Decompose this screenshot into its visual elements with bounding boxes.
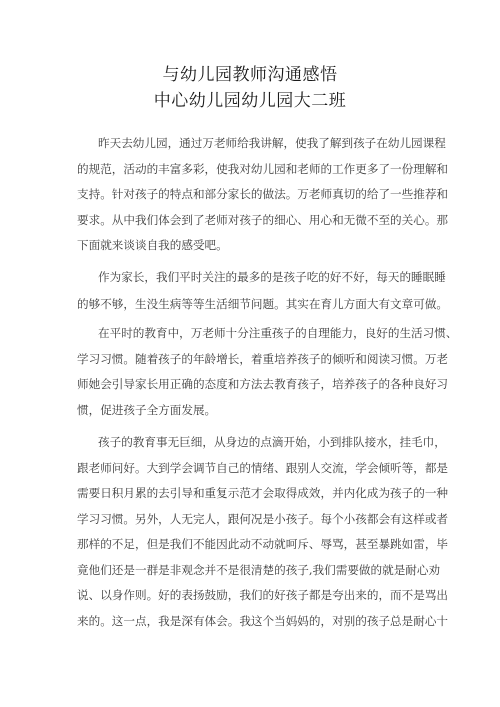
paragraph-line: 的够不够，生没生病等等生活细节问题。其实在育儿方面大有文章可做。: [77, 297, 449, 311]
paragraph-line: 学习习惯。另外，人无完人，跟何况是小孩子。每个小孩都会有这样或者: [77, 512, 449, 526]
paragraph-line: 竟他们还是一群是非观念并不是很清楚的孩子,我们需要做的就是耐心劝: [77, 563, 441, 577]
paragraph-line: 跟老师问好。大到学会调节自己的情绪、跟别人交流，学会倾听等，都是: [77, 461, 449, 475]
paragraph-line: 昨天去幼儿园，通过万老师给我讲解，使我了解到孩子在幼儿园课程: [98, 136, 446, 150]
paragraph-line: 孩子的教育事无巨细，从身边的点滴开始，小到排队接水，挂毛巾，: [98, 435, 446, 449]
paragraph-line: 下面就来谈谈自我的感受吧。: [77, 238, 228, 252]
paragraph-line: 的规范，活动的丰富多彩，使我对幼儿园和老师的工作更多了一份理解和: [77, 162, 449, 176]
paragraph-line: 支持。针对孩子的特点和部分家长的做法。万老师真切的给了一些推荐和: [77, 187, 449, 201]
document-title: 与幼儿园教师沟通感悟: [162, 65, 338, 85]
paragraph-line: 来的。这一点，我是深有体会。我这个当妈妈的，对别的孩子总是耐心十: [77, 614, 449, 628]
paragraph-line: 师她会引导家长用正确的态度和方法去教育孩子，培养孩子的各种良好习: [77, 377, 449, 391]
paragraph-line: 那样的不足，但是我们不能因此动不动就呵斥、辱骂，甚至暴跳如雷，毕: [77, 537, 449, 551]
paragraph-line: 惯，促进孩子全方面发展。: [77, 403, 217, 417]
paragraph-line: 说、以身作则。好的表扬鼓励，我们的好孩子都是夸出来的，而不是骂出: [77, 588, 449, 602]
document-subtitle: 中心幼儿园幼儿园大二班: [153, 91, 347, 111]
paragraph-line: 要求。从中我们体会到了老师对孩子的细心、用心和无微不至的关心。那: [77, 213, 449, 227]
paragraph-line: 作为家长，我们平时关注的最多的是孩子吃的好不好，每天的睡眠睡: [98, 270, 446, 284]
paragraph-line: 学习习惯。随着孩子的年龄增长，着重培养孩子的倾听和阅读习惯。万老: [77, 352, 449, 366]
paragraph-line: 在平时的教育中，万老师十分注重孩子的自理能力，良好的生活习惯、: [98, 326, 458, 340]
paragraph-line: 需要日积月累的去引导和重复示范才会取得成效，并内化成为孩子的一种: [77, 486, 449, 500]
